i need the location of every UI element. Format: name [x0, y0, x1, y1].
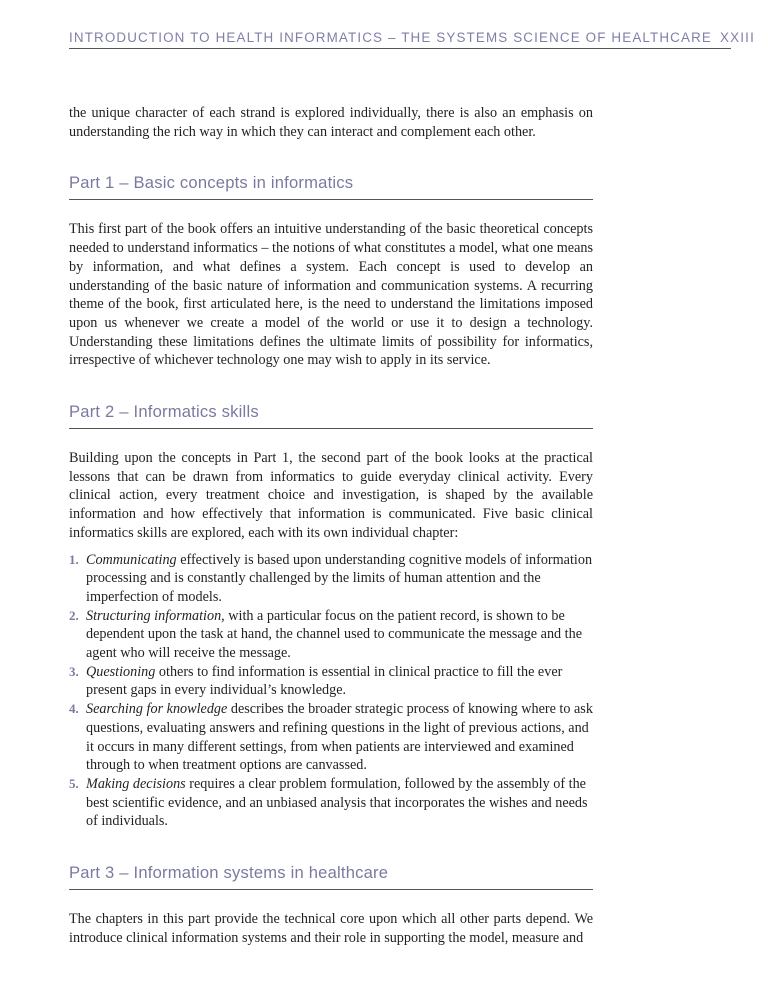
list-item	[69, 663, 593, 700]
list-item	[69, 607, 593, 663]
page-content	[69, 104, 593, 948]
list-item-text: with a particular focus on the patient record, is shown to be dependent upon the task at hand, the channel used to communicate the message and the agent who will receive the message.	[86, 607, 583, 662]
list-item-term: Making decisions	[86, 775, 186, 792]
list-item-number: 2.	[69, 607, 79, 623]
skills-list	[69, 551, 593, 832]
list-item-number: 3.	[69, 663, 79, 679]
section-heading-part-2: Part 2 – Informatics skills	[69, 402, 593, 429]
list-item-text: describes the broader strategic process of knowing where to ask questions, evaluating answers and refining questions in the light of previous actions, and it occurs in many different settings, from when patients are interviewed and examined through to when treatment options are canvassed.	[86, 701, 593, 774]
list-item-number: 4.	[69, 701, 79, 717]
section-heading-part-3: Part 3 – Information systems in healthcare	[69, 863, 593, 890]
running-header-title: INTRODUCTION TO HEALTH INFORMATICS – THE SYSTEMS SCIENCE OF HEALTHCARE	[69, 30, 712, 45]
list-item-number: 5.	[69, 775, 79, 791]
list-item	[69, 700, 593, 775]
list-item-text: effectively is based upon understanding cognitive models of information processing and is constantly challenged by the limits of human attention and the imperfection of models.	[86, 551, 593, 605]
list-item-term: Communicating	[86, 551, 177, 568]
section-paragraph-part-2: Building upon the concepts in Part 1, the second part of the book looks at the practical lessons that can be drawn from informatics to guide everyday clinical activity. Every clinical action, every treatment choice and investigation, is shaped by the available information and how effectively that information is communicated. Five basic clinical informatics skills are explored, each with its own individual chapter:	[69, 450, 593, 541]
list-item-term: Questioning	[86, 663, 156, 680]
running-header	[69, 30, 756, 49]
page-number: XXIII	[719, 30, 756, 45]
list-item-text: others to find information is essential in clinical practice to fill the ever present gaps in every individual’s knowledge.	[86, 663, 563, 699]
section-heading-part-1: Part 1 – Basic concepts in informatics	[69, 173, 593, 200]
intro-paragraph: the unique character of each strand is explored individually, there is also an emphasis on understanding the rich way in which they can interact and complement each other.	[69, 105, 593, 140]
list-item-number: 1.	[69, 551, 79, 567]
section-paragraph-part-3: The chapters in this part provide the technical core upon which all other parts depend. We introduce clinical information systems and their role in supporting the model, measure and	[69, 911, 593, 946]
list-item-text: requires a clear problem formulation, followed by the assembly of the best scientific evidence, and an unbiased analysis that incorporates the wishes and needs of individuals.	[86, 775, 588, 830]
list-item-term: Searching for knowledge	[86, 701, 228, 718]
section-paragraph-part-1: This first part of the book offers an intuitive understanding of the basic theoretical concepts needed to understand informatics – the notions of what constitutes a model, what one means by information, and what defines a system. Each concept is used to develop an understanding of the basic nature of information and communication systems. A recurring theme of the book, first articulated here, is the need to understand the limitations imposed upon us whenever we create a model of the world or use it to design a technology. Understanding these limitations defines the ultimate limits of possibility for informatics, irrespective of whichever technology one may wish to apply in its service.	[69, 221, 593, 369]
list-item	[69, 551, 593, 607]
list-item	[69, 775, 593, 831]
list-item-term: Structuring information,	[86, 607, 225, 624]
